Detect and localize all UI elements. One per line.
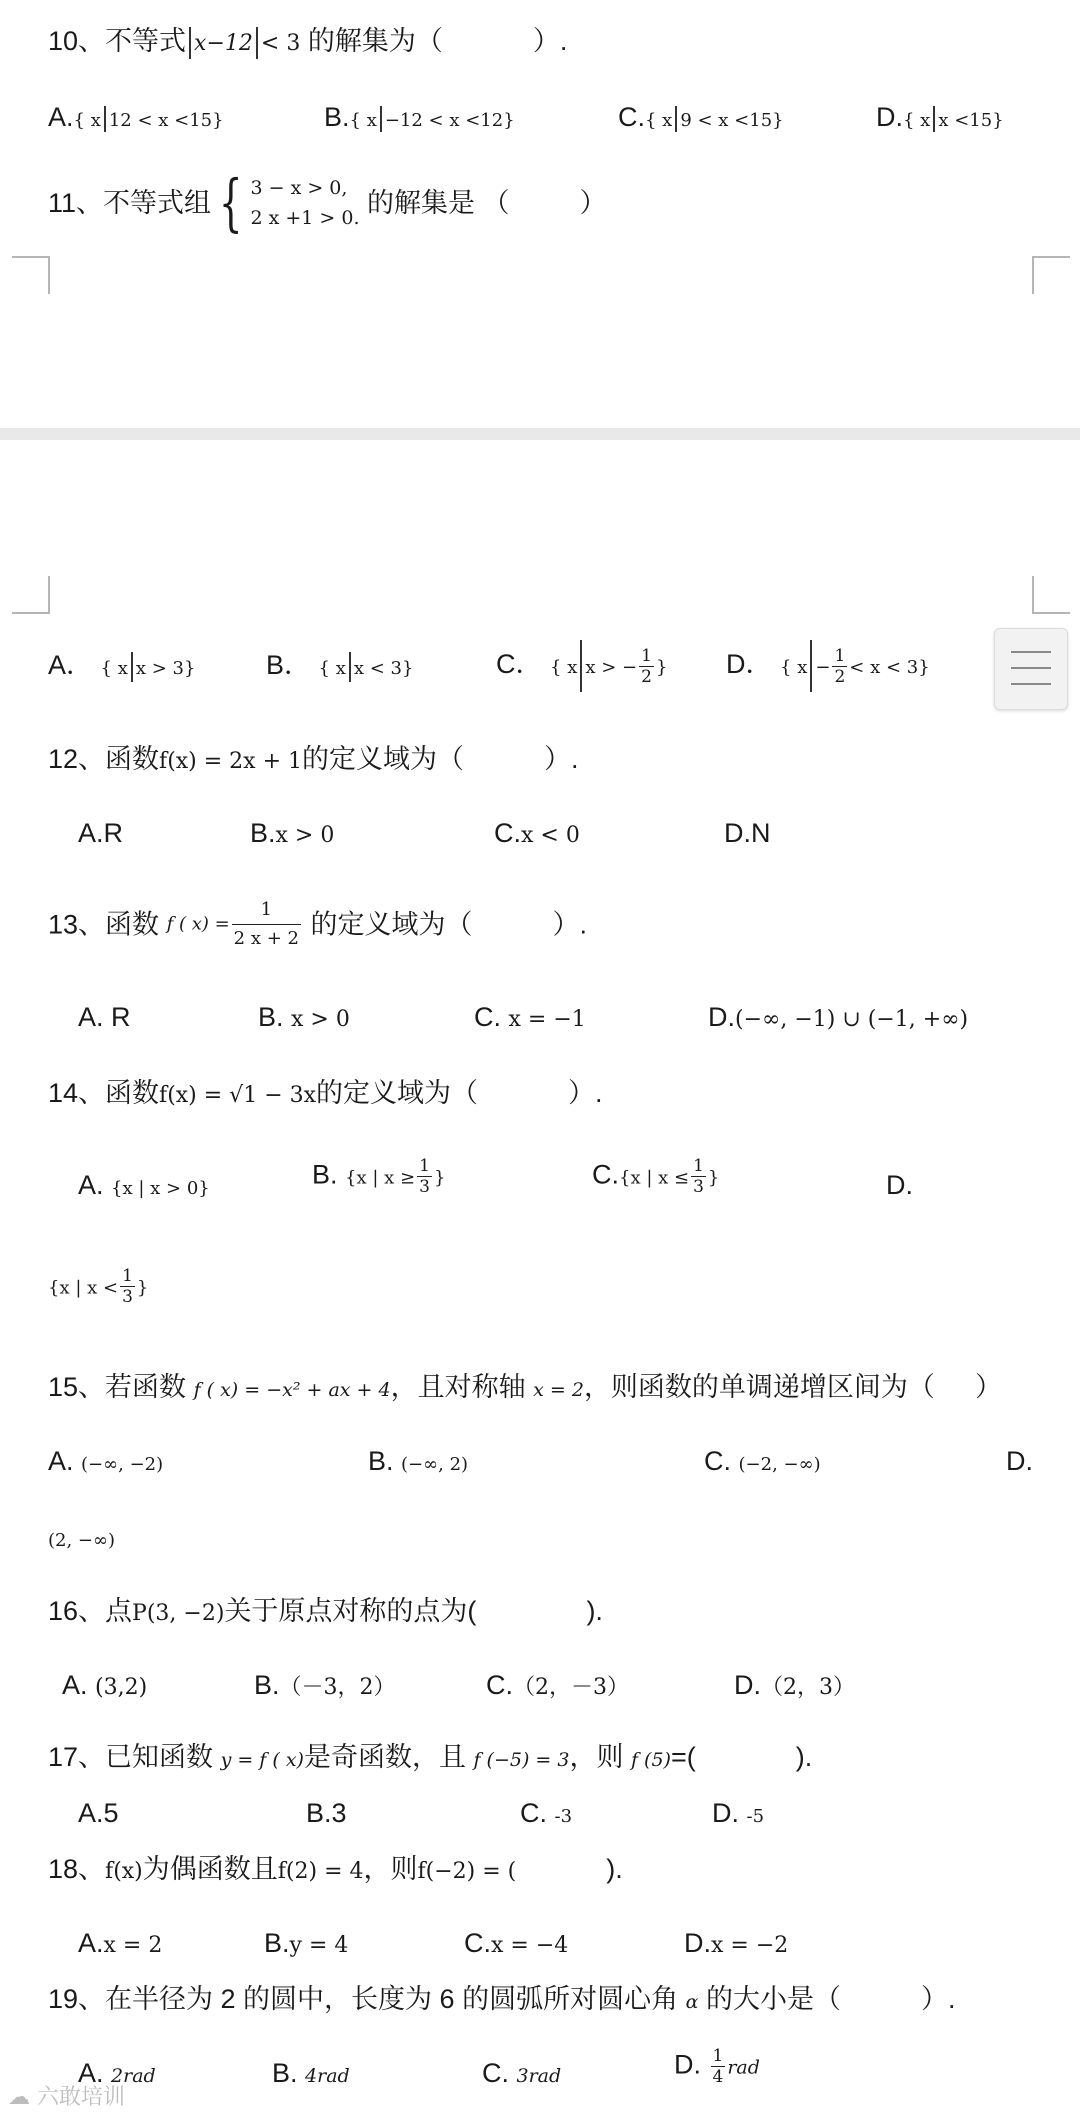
q15-option-a[interactable]	[48, 1444, 163, 1482]
abs-bar-right	[256, 27, 258, 59]
set-bar	[810, 640, 812, 692]
option-label: C.	[494, 818, 521, 848]
q10-option-b[interactable]	[324, 100, 515, 138]
denominator: 3	[122, 1287, 133, 1307]
numerator: 1	[834, 645, 846, 666]
q16-prefix: 16、点	[48, 1596, 133, 1626]
q10-option-c[interactable]	[618, 100, 784, 138]
option-text: {x | x ≥	[345, 1167, 416, 1189]
q14-option-a[interactable]	[78, 1168, 210, 1206]
option-label: A.	[78, 1928, 104, 1958]
q10-suffix: 的解集为（	[307, 26, 443, 56]
q11-option-c[interactable]	[496, 640, 667, 692]
option-label: B.	[250, 818, 276, 848]
option-tail: x < 3}	[353, 658, 414, 679]
q19-option-b[interactable]	[272, 2056, 350, 2093]
option-label: C.	[704, 1446, 731, 1476]
q18-ask: f(−2) = (	[417, 1859, 517, 1884]
option-text: {x | x <	[48, 1277, 119, 1299]
page-separator	[0, 428, 1080, 440]
option-label: A．	[48, 650, 94, 680]
question-10	[48, 24, 567, 61]
q13-option-b[interactable]	[258, 1000, 350, 1037]
option-label: C.	[592, 1159, 619, 1190]
fraction	[711, 2046, 726, 2087]
question-19	[48, 1982, 955, 2019]
option-text-b: }	[136, 1277, 149, 1299]
q12-option-b[interactable]	[250, 816, 334, 853]
option-label: A.	[62, 1670, 88, 1700]
q13-function: f ( x) =	[166, 913, 230, 935]
set-bar	[675, 106, 677, 132]
q19-option-d[interactable]	[674, 2046, 760, 2087]
menu-line	[1011, 683, 1051, 685]
option-text: { x	[349, 110, 377, 131]
hamburger-menu-icon[interactable]	[994, 628, 1068, 710]
option-math: 3rad	[516, 2065, 562, 2087]
question-13	[48, 896, 587, 953]
q11-option-d[interactable]	[726, 640, 930, 692]
numerator: 1	[693, 1156, 704, 1176]
q17-option-c[interactable]	[520, 1796, 572, 1834]
question-14	[48, 1076, 603, 1113]
option-tail: x <15}	[938, 110, 1004, 131]
system-brace: {	[218, 166, 243, 239]
option-label: C.	[464, 1928, 491, 1958]
fraction	[691, 1156, 706, 1197]
option-math: -3	[554, 1806, 573, 1827]
page-one	[0, 0, 1080, 428]
q16-option-a[interactable]	[62, 1668, 147, 1705]
watermark-icon: ☁	[8, 2085, 37, 2110]
option-label: B.	[324, 102, 350, 132]
option-label: C.	[474, 1002, 501, 1032]
fraction	[120, 1266, 135, 1307]
q12-prefix: 12、函数	[48, 744, 160, 774]
option-label: B.	[258, 1002, 284, 1032]
q14-suffix: 的定义域为（	[316, 1078, 479, 1108]
option-label: B.	[272, 2058, 298, 2088]
abs-bar-left	[189, 27, 191, 59]
q14-close: ）.	[568, 1078, 603, 1108]
option-text-b: }	[433, 1167, 446, 1189]
q17-close: ).	[795, 1742, 813, 1772]
q15-option-b[interactable]	[368, 1444, 468, 1482]
inequality-system	[250, 173, 359, 233]
option-label: D.	[712, 1798, 739, 1828]
watermark-text: 六敢培训	[37, 2085, 126, 2110]
option-label: C.	[482, 2058, 509, 2088]
q18-cond: f(2) = 4	[277, 1859, 364, 1884]
option-label: A.	[78, 1170, 104, 1200]
option-tail: 9 < x <15}	[680, 110, 784, 131]
option-text: {x | x > 0}	[111, 1178, 210, 1199]
q15-prefix: 15、若函数	[48, 1372, 187, 1402]
q18-mid: 为偶函数且	[142, 1854, 278, 1884]
q15-axis: x = 2	[533, 1379, 584, 1401]
q17-math: y = f ( x)	[220, 1749, 304, 1771]
q10-ineq-tail: < 3	[260, 31, 301, 56]
q10-prefix: 10、不等式	[48, 26, 187, 56]
fraction	[232, 896, 301, 953]
q19-suffix: 的大小是（	[705, 1984, 841, 2014]
option-text-b: }	[707, 1167, 720, 1189]
option-math: (−∞, 2)	[401, 1454, 469, 1475]
option-label: C.	[486, 1670, 513, 1700]
q13-option-c[interactable]	[474, 1000, 586, 1037]
option-label: B.	[368, 1446, 394, 1476]
q13-suffix: 的定义域为（	[310, 909, 473, 940]
q12-option-c[interactable]	[494, 816, 580, 853]
option-label: A.	[78, 2058, 104, 2088]
q15-option-d-label[interactable]	[1006, 1444, 1033, 1478]
q17-option-d[interactable]	[712, 1796, 764, 1834]
question-17	[48, 1740, 812, 1777]
numerator: 1	[122, 1266, 133, 1286]
q13-option-a[interactable]	[78, 1000, 131, 1034]
option-label: B.	[264, 1928, 290, 1958]
option-text: { x	[318, 658, 346, 679]
q12-close: ）.	[544, 744, 579, 774]
denominator: 4	[712, 2067, 724, 2087]
option-label: C．	[496, 649, 543, 680]
option-label: D.	[708, 1002, 735, 1032]
set-bar	[349, 652, 351, 682]
denominator: 3	[419, 1177, 430, 1197]
option-label: A. R	[78, 1002, 131, 1032]
option-math: （－3，2）	[279, 1675, 396, 1700]
option-math: （2，3）	[761, 1675, 855, 1700]
q18-option-a[interactable]	[78, 1926, 162, 1963]
q19-option-c[interactable]	[482, 2056, 561, 2093]
q10-ineq: x−12	[194, 31, 253, 56]
option-math: -5	[746, 1806, 765, 1827]
q16-close: ).	[586, 1596, 603, 1626]
q17-ask: f (5)	[630, 1749, 671, 1771]
q16-option-c[interactable]	[486, 1668, 629, 1705]
option-label: B.	[254, 1670, 280, 1700]
q18-option-b[interactable]	[264, 1926, 348, 1963]
option-math: (−∞, −2)	[81, 1454, 164, 1475]
option-text: { x	[645, 110, 673, 131]
option-label: A.5	[78, 1798, 119, 1828]
q16-math: P(3, −2)	[132, 1601, 225, 1626]
fraction	[639, 646, 654, 687]
q11-option-a[interactable]	[48, 648, 195, 686]
question-11	[48, 166, 607, 239]
q17-suffix: =(	[670, 1742, 696, 1772]
q17-option-a[interactable]	[78, 1796, 119, 1830]
option-text: { x	[550, 657, 578, 679]
crop-mark-bottom-left	[12, 576, 50, 614]
set-bar	[380, 106, 382, 132]
option-label: B.	[312, 1159, 338, 1190]
option-tail: x > 3}	[135, 658, 196, 679]
q11-option-b[interactable]	[266, 648, 413, 686]
q16-option-b[interactable]	[254, 1668, 396, 1705]
q15-suffix: ，则函数的单调递增区间为（	[583, 1372, 935, 1402]
option-label: C.	[520, 1798, 547, 1828]
option-label: D.	[876, 102, 903, 132]
option-math: 2rad	[111, 2065, 156, 2087]
option-math: (3,2)	[95, 1675, 148, 1700]
option-tail: −	[815, 657, 831, 679]
option-text: {x | x ≤	[619, 1167, 690, 1189]
q14-option-c[interactable]	[592, 1156, 719, 1197]
q12-option-a[interactable]	[78, 816, 123, 850]
option-label: A.	[48, 102, 74, 132]
q11-close: ）	[579, 188, 607, 218]
option-math: 4rad	[305, 2065, 350, 2087]
option-math: x < 0	[521, 823, 580, 848]
q14-option-b[interactable]	[312, 1156, 445, 1197]
option-math: x = −4	[491, 1933, 569, 1958]
q16-suffix: 关于原点对称的点为(	[224, 1596, 477, 1626]
numerator: 1	[232, 896, 301, 925]
option-math: x = −1	[508, 1007, 586, 1032]
question-16	[48, 1594, 603, 1631]
q10-close: ）.	[532, 26, 568, 56]
option-label: D.	[1006, 1446, 1033, 1476]
q14-math: f(x) = √1 − 3x	[159, 1083, 317, 1108]
q12-math: f(x) = 2x + 1	[159, 749, 303, 774]
q11-prefix: 11、不等式组	[48, 188, 212, 218]
q15-mid: ，且对称轴	[390, 1372, 526, 1402]
q18-option-c[interactable]	[464, 1926, 568, 1963]
denominator: 2 x + 2	[233, 928, 299, 949]
question-15	[48, 1370, 1002, 1407]
watermark-logo	[8, 2080, 125, 2111]
question-18	[48, 1852, 623, 1889]
option-label: D.	[674, 2049, 701, 2080]
option-math: x > 0	[291, 1007, 350, 1032]
option-math: (2, −∞)	[48, 1530, 116, 1551]
q10-option-d[interactable]	[876, 100, 1004, 138]
q18-prefix: 18、	[48, 1854, 106, 1884]
menu-line	[1011, 667, 1051, 669]
option-tail: x > −	[585, 657, 638, 679]
crop-mark-top-right	[1032, 256, 1070, 294]
crop-mark-top-left	[12, 256, 50, 294]
q14-prefix: 14、函数	[48, 1078, 160, 1108]
q17-option-b[interactable]	[306, 1796, 347, 1830]
option-label: D．	[726, 649, 773, 680]
option-tail-b: }	[655, 657, 668, 679]
denominator: 2	[834, 666, 846, 687]
system-line-1: 3 − x > 0,	[250, 177, 348, 199]
option-tail-b: < x < 3}	[849, 657, 930, 679]
option-math: x > 0	[275, 823, 335, 848]
option-label: D.	[734, 1670, 761, 1700]
q18-option-d[interactable]	[684, 1926, 788, 1963]
denominator: 2	[641, 666, 652, 687]
option-math: y = 4	[289, 1933, 349, 1958]
q19-close: ）.	[920, 1984, 956, 2014]
option-math: (−2, −∞)	[738, 1454, 821, 1475]
q19-alpha: α	[685, 1991, 699, 2013]
q13-close: ）.	[552, 909, 588, 940]
option-math: x = −2	[711, 1933, 789, 1958]
q18-math: f(x)	[105, 1859, 143, 1884]
option-label: A.R	[78, 818, 124, 848]
option-math: rad	[727, 2056, 760, 2079]
fraction	[417, 1156, 432, 1197]
option-tail: 12 < x <15}	[108, 110, 224, 131]
option-label: D.	[886, 1170, 913, 1200]
q17-cond: f (−5) = 3	[473, 1749, 570, 1771]
crop-mark-bottom-right	[1032, 576, 1070, 614]
question-12	[48, 742, 579, 779]
set-bar	[580, 640, 582, 692]
option-text: { x	[780, 657, 808, 679]
q17-mid2: ，则	[569, 1742, 624, 1772]
q15-option-c[interactable]	[704, 1444, 821, 1482]
q12-option-d[interactable]	[724, 816, 771, 850]
option-label: D.N	[724, 818, 771, 848]
denominator: 3	[693, 1177, 704, 1197]
option-text: { x	[100, 658, 128, 679]
q15-close: ）	[974, 1372, 1002, 1402]
option-label: D.	[684, 1928, 711, 1958]
option-label: B.3	[306, 1798, 347, 1828]
q18-close: ).	[606, 1854, 623, 1884]
q13-prefix: 13、函数	[48, 909, 160, 940]
q10-option-a[interactable]	[48, 100, 224, 138]
q12-suffix: 的定义域为（	[302, 744, 465, 774]
option-tail: −12 < x <12}	[384, 110, 515, 131]
set-bar	[131, 652, 133, 682]
option-math: (−∞, −1) ∪ (−1, +∞)	[735, 1007, 969, 1032]
option-label: A.	[48, 1446, 74, 1476]
q14-option-d-value[interactable]	[48, 1266, 148, 1307]
fraction	[832, 646, 847, 687]
numerator: 1	[641, 645, 652, 666]
system-line-2: 2 x +1 > 0.	[250, 207, 360, 229]
set-bar	[933, 106, 935, 132]
q16-option-d[interactable]	[734, 1668, 855, 1705]
q13-option-d[interactable]	[708, 1000, 968, 1037]
numerator: 1	[419, 1156, 430, 1176]
option-label: B．	[266, 650, 312, 680]
option-text: { x	[903, 110, 931, 131]
numerator: 1	[712, 2046, 724, 2066]
q11-suffix: 的解集是 （	[367, 188, 510, 218]
q15-math: f ( x) = −x² + ax + 4	[193, 1379, 391, 1401]
option-math: （2，－3）	[513, 1675, 629, 1700]
option-label: C.	[618, 102, 645, 132]
set-bar	[104, 106, 106, 132]
q14-option-d-label[interactable]	[886, 1168, 913, 1202]
q19-text: 19、在半径为 2 的圆中，长度为 6 的圆弧所对圆心角	[48, 1984, 679, 2014]
option-math: x = 2	[103, 1933, 163, 1958]
q17-prefix: 17、已知函数	[48, 1742, 214, 1772]
q18-mid2: ，则	[363, 1854, 418, 1884]
option-text: { x	[73, 110, 101, 131]
q15-option-d-value[interactable]	[48, 1520, 115, 1558]
q17-mid: 是奇函数，且	[303, 1742, 466, 1772]
menu-line	[1011, 651, 1051, 653]
